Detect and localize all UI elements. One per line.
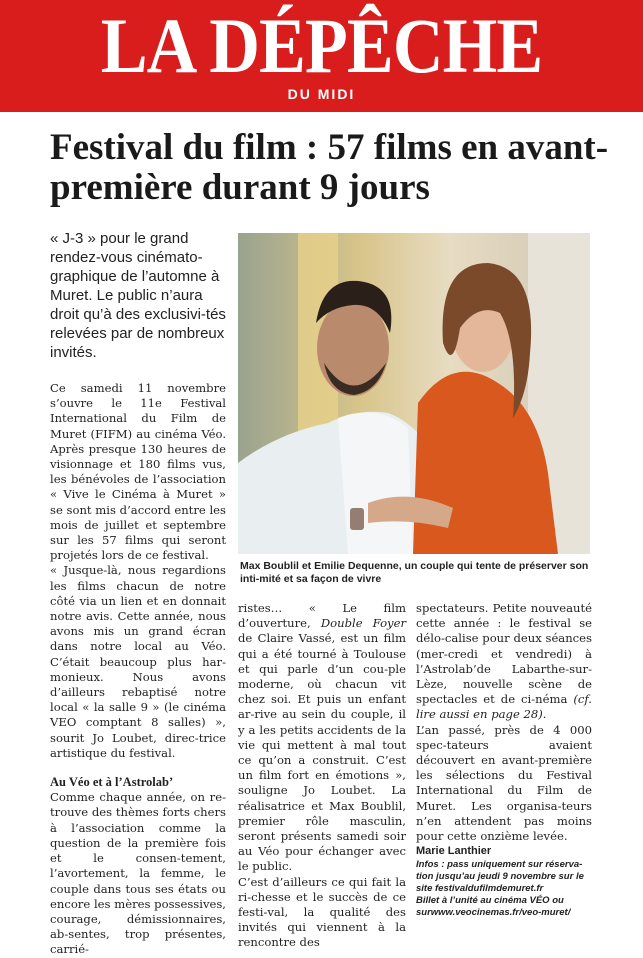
article-column-2 (238, 601, 406, 951)
page-reference: (cf. lire aussi en page 28). (416, 692, 592, 722)
paragraph: L’an passé, près de 4 000 spec-tateurs avaient découvert en avant-première les sélections du Festival International du Film de Muret. Les organisa-teurs n’en attendent pas moins pour cette onzième levée. (416, 722, 592, 844)
subheading: Au Véo et à l’Astrolab’ (50, 775, 174, 790)
article-column-3 (416, 601, 592, 919)
newspaper-logo: LA DÉPÊCHE (100, 2, 543, 89)
text-run: spectateurs. Petite nouveauté cette année : le festival se délo-calise pour deux séances (mer-credi et vendredi) à l’Astrolab’de Labarthe-sur-Lèze, nouvelle scène de spectacles et de ci-néma (416, 601, 592, 707)
photo-caption: Max Boublil et Emilie Dequenne, un couple qui tente de préserver son inti-mité et sa façon de vivre (240, 560, 589, 585)
masthead (0, 0, 643, 112)
newspaper-subtitle: DU MIDI (287, 86, 356, 102)
headline-rest: : 57 films en avant-première durant 9 jours (50, 127, 609, 208)
paragraph (238, 601, 406, 875)
headline-lead: Festival du film (50, 127, 297, 168)
film-title: Double Foyer (320, 616, 406, 631)
info-note: Infos : pass uniquement sur réserva-tion jusqu’au jeudi 9 novembre sur le site festivaldufilmdemuret.fr (416, 859, 584, 895)
couple-photo-illustration (238, 233, 590, 554)
paragraph: Ce samedi 11 novembre s’ouvre le 11e Festival International du Film de Muret (FIFM) au cinéma Véo. Après presque 130 heures de visionnage et 180 films vus, les bénévoles de l’association « Vive le Cinéma à Muret » se sont mis d’accord entre les mois de juillet et septembre sur les 57 films qui seront projetés lors de ce festival. (50, 381, 226, 563)
text-run: de Claire Vassé, est un film qui a été tourné à Toulouse et qui parle d’un cou-ple moderne, où chacun vit chez soi. Et puis un enfant ar-rive au sein du couple, il y a les petits accidents de la vie qui mettent à mal tout ce qu’on a construit. C’est un film fort en émotions », souligne Jo Loubet. La réalisatrice et Max Boublil, premier rôle masculin, seront présents samedi soir au Véo pour échanger avec le public. (238, 631, 406, 874)
paragraph: C’est d’ailleurs ce qui fait la ri-chesse et le succès de ce festi-val, la qualité des invités qui viennent à la rencontre des (238, 874, 406, 950)
paragraph: Comme chaque année, on re-trouve des thèmes forts chers à l’association comme la question de la première fois et le consen-tement, l’avortement, la femme, le couple dans tous ses états ou encore les mères possessives, courage, démissionnaires, ab-sentes, trop présentes, carrié- (50, 790, 226, 957)
text-run: ristes… « Le film d’ouverture, (238, 601, 406, 631)
article-column-1 (50, 381, 226, 958)
ticket-note: Billet à l’unité au cinéma VÉO ou surwww.veocinemas.fr/veo-muret/ (416, 895, 571, 919)
article-lede: « J-3 » pour le grand rendez-vous cinémato-graphique de l’automne à Muret. Le public n’aura droit qu’à des exclusivi-tés relevées par de nombreux invités. (50, 230, 226, 361)
paragraph (416, 601, 592, 723)
article-headline (50, 128, 630, 208)
paragraph: « Jusque-là, nous regardions les films chacun de notre côté via un lien et en donnait notre avis. Cette année, nous avons mis un grand écran dans notre local au Véo. C’était beaucoup plus har-monieux. Nous avons d’ailleurs rebaptisé notre local « la salle 9 » (le cinéma VEO comptant 8 salles) », sourit Jo Loubet, direc-trice artistique du festival. (50, 563, 226, 760)
author-byline: Marie Lanthier (416, 845, 492, 858)
article-photo (238, 233, 590, 554)
